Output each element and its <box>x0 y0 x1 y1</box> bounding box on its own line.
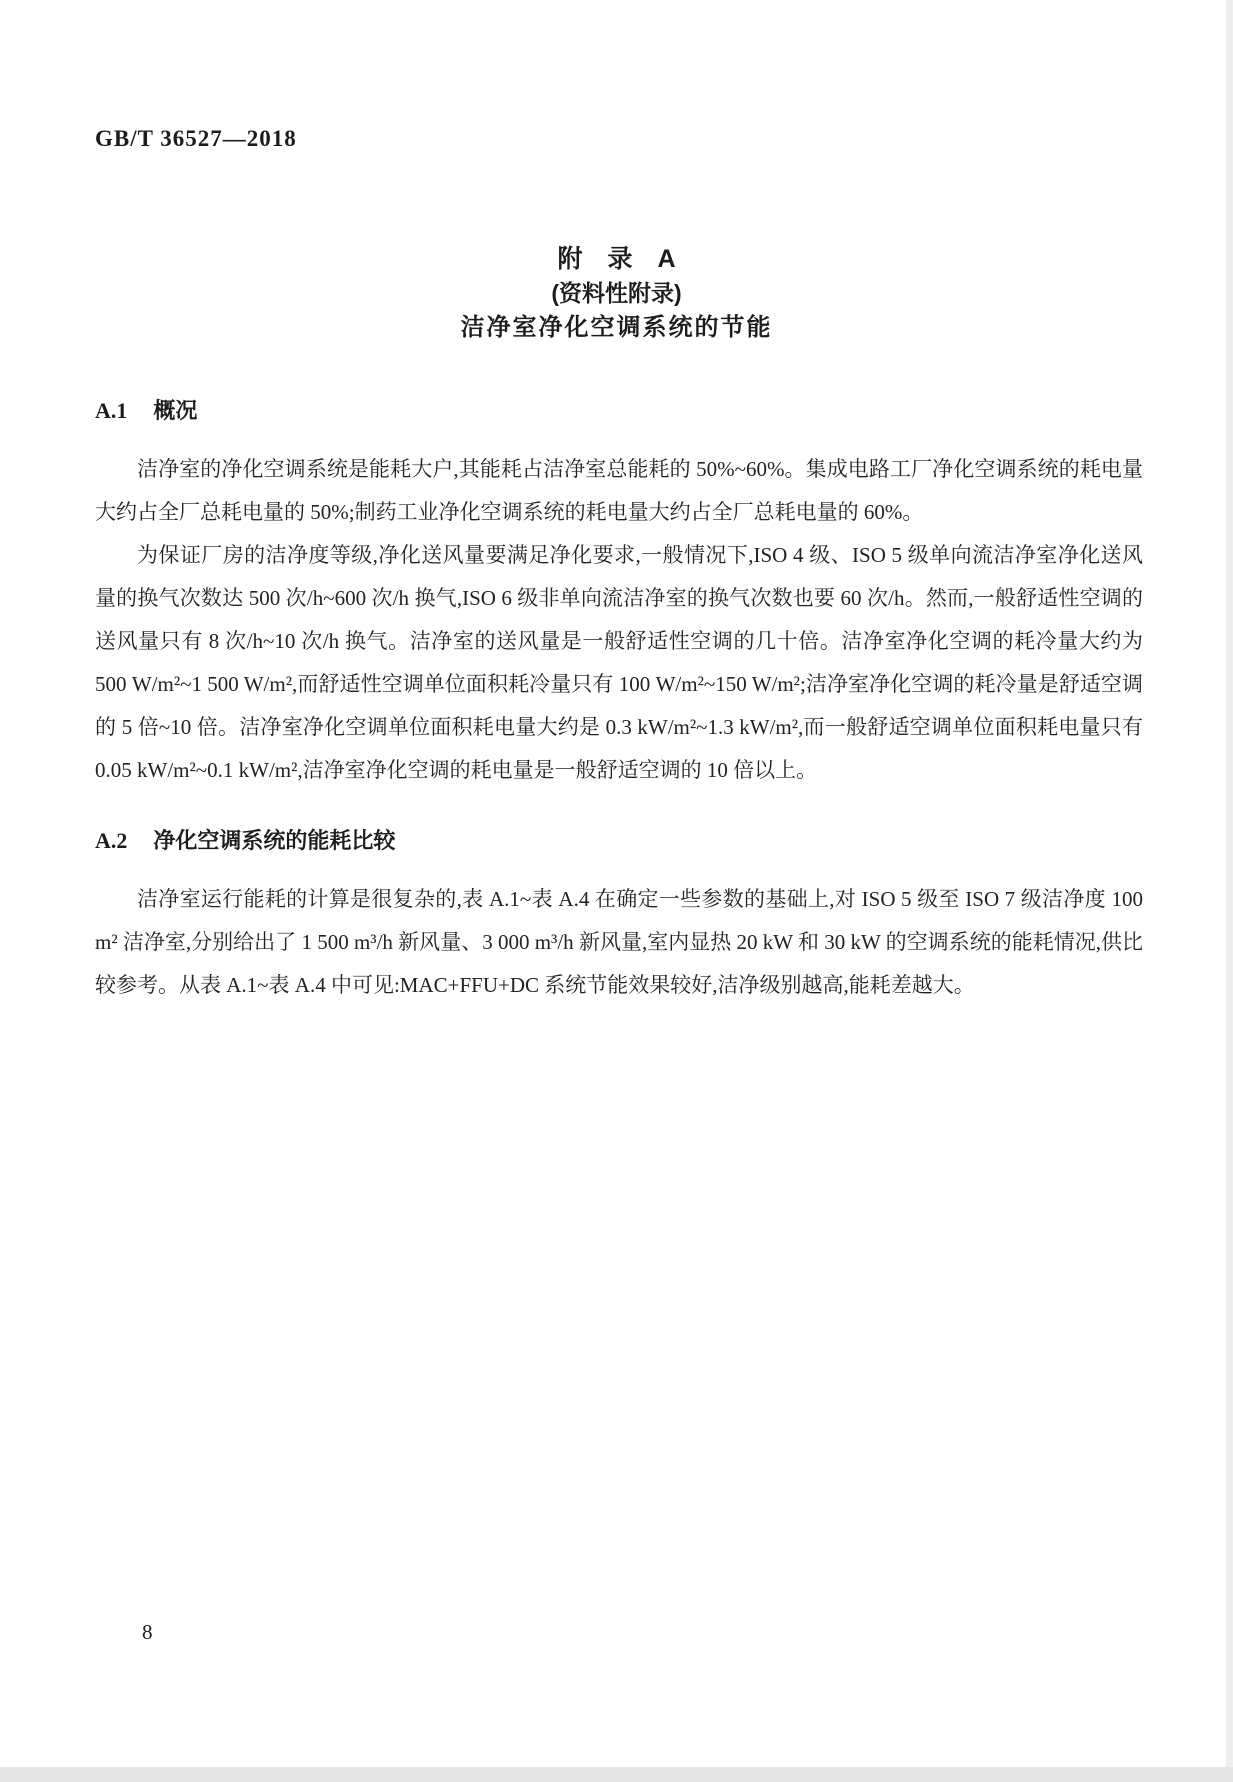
clause-title: 净化空调系统的能耗比较 <box>153 828 396 853</box>
scan-edge-bottom <box>0 1767 1233 1782</box>
clause-heading-a1 <box>95 396 1143 426</box>
document-body <box>95 396 1143 1007</box>
appendix-title-block <box>0 242 1233 346</box>
clause-title: 概况 <box>153 398 198 423</box>
clause-number: A.2 <box>95 828 128 853</box>
paragraph: 洁净室运行能耗的计算是很复杂的,表 A.1~表 A.4 在确定一些参数的基础上,对 ISO 5 级至 ISO 7 级洁净度 100 m² 洁净室,分别给出了 1 500 m³/h 新风量、3 000 m³/h 新风量,室内显热 20 kW 和 30 kW 的空调系统的能耗情况,供比较参考。从表 A.1~表 A.4 中可见:MAC+FFU+DC 系统节能效果较好,洁净级别越高,能耗差越大。 <box>95 887 1143 997</box>
scan-edge-right <box>1226 0 1233 1782</box>
standard-number-header: GB/T 36527—2018 <box>95 126 297 151</box>
page-number: 8 <box>142 1620 153 1644</box>
clause-number: A.1 <box>95 398 128 423</box>
appendix-subtitle: (资料性附录) <box>551 280 682 306</box>
appendix-title: 附 录 A <box>557 245 676 273</box>
clause-heading-a2 <box>95 826 1143 856</box>
paragraph: 为保证厂房的洁净度等级,净化送风量要满足净化要求,一般情况下,ISO 4 级、ISO 5 级单向流洁净室净化送风量的换气次数达 500 次/h~600 次/h 换气,ISO 6 级非单向流洁净室的换气次数也要 60 次/h。然而,一般舒适性空调的送风量只有 8 次/h~10 次/h 换气。洁净室的送风量是一般舒适性空调的几十倍。洁净室净化空调的耗冷量大约为 500 W/m²~1 500 W/m²,而舒适性空调单位面积耗冷量只有 100 W/m²~150 W/m²;洁净室净化空调的耗冷量是舒适空调的 5 倍~10 倍。洁净室净化空调单位面积耗电量大约是 0.3 kW/m²~1.3 kW/m²,而一般舒适空调单位面积耗电量只有 0.05 kW/m²~0.1 kW/m²,洁净室净化空调的耗电量是一般舒适空调的 10 倍以上。 <box>95 543 1143 782</box>
paragraph: 洁净室的净化空调系统是能耗大户,其能耗占洁净室总能耗的 50%~60%。集成电路工厂净化空调系统的耗电量大约占全厂总耗电量的 50%;制药工业净化空调系统的耗电量大约占全厂总耗电量的 60%。 <box>95 457 1143 524</box>
appendix-name: 洁净室净化空调系统的节能 <box>460 314 773 341</box>
